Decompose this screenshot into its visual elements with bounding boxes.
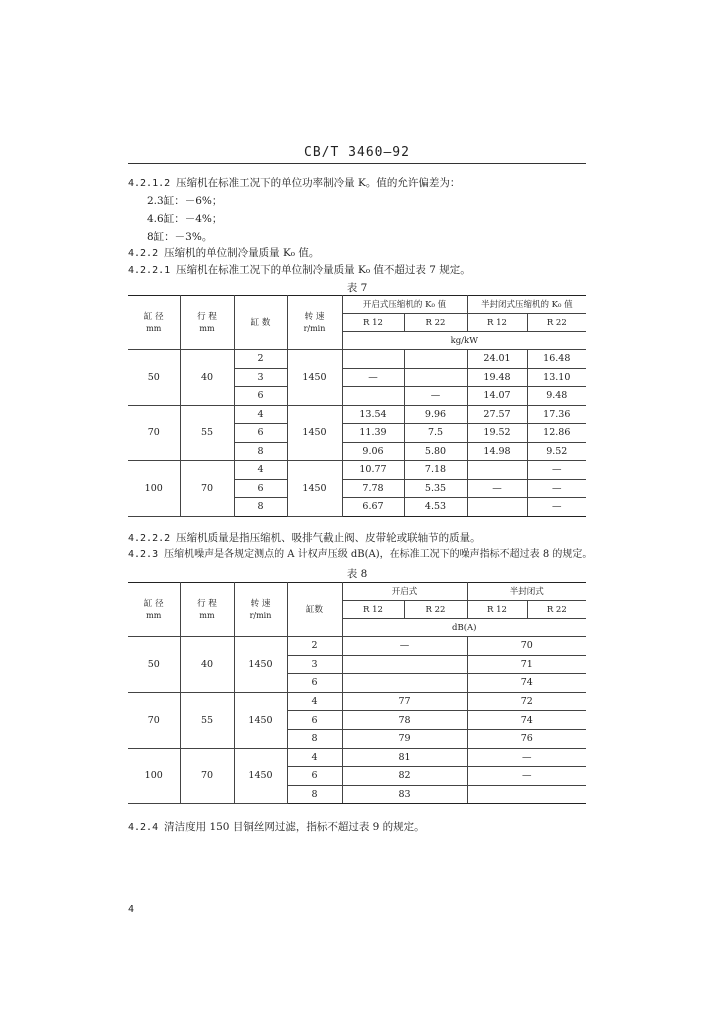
cell-open-noise: 82: [342, 767, 467, 786]
cell-open-r22: 9.96: [404, 405, 467, 424]
header-r12: R 12: [467, 314, 527, 332]
table-row: [128, 405, 586, 424]
clause-number: 4.2.2.2: [128, 533, 171, 544]
table-7: [128, 295, 586, 517]
table-7-caption: 表 7: [346, 282, 368, 294]
tolerance-line-4-6-cyl: 4.6缸：－4%；: [147, 213, 223, 225]
cell-cylinders: 6: [287, 767, 342, 786]
cell-semi-r12: —: [467, 479, 527, 498]
clause-text: 压缩机在标准工况下的单位制冷量质量 K₀ 值不超过表 7 规定。: [176, 264, 471, 276]
cell-cylinders: 2: [287, 637, 342, 656]
cell-bore: 70: [128, 405, 180, 461]
table-row: [128, 637, 586, 656]
header-unit: dB(A): [342, 619, 586, 637]
header-r22: R 22: [404, 314, 467, 332]
header-stroke: 行 程 mm: [180, 296, 234, 350]
cell-semi-r22: —: [527, 479, 586, 498]
cell-open-noise: 78: [342, 711, 467, 730]
cell-semi-r22: 16.48: [527, 350, 586, 369]
cell-cylinders: 8: [287, 729, 342, 748]
document-code-header: CB/T 3460—92: [304, 145, 410, 160]
cell-open-noise: 77: [342, 692, 467, 711]
cell-semi-noise: 74: [467, 711, 586, 730]
cell-open-r12: 11.39: [342, 424, 404, 443]
header-speed: 转 速 r/min: [287, 296, 342, 350]
cell-semi-noise: 71: [467, 655, 586, 674]
cell-stroke: 70: [180, 461, 234, 517]
header-r12: R 12: [342, 314, 404, 332]
clause-number: 4.2.2: [128, 248, 159, 259]
cell-semi-r12: [467, 498, 527, 517]
header-speed: 转 速 r/min: [234, 583, 287, 637]
cell-semi-r12: 19.52: [467, 424, 527, 443]
cell-semi-noise: 74: [467, 674, 586, 693]
header-semi-hermetic: 半封闭式压缩机的 K₀ 值: [467, 296, 586, 314]
cell-open-r22: [404, 350, 467, 369]
cell-open-noise: —: [342, 637, 467, 656]
clause-4-2-3: [128, 548, 592, 562]
clause-4-2-1-2: [128, 176, 460, 191]
cell-speed: 1450: [287, 350, 342, 406]
cell-semi-r22: —: [527, 461, 586, 480]
cell-semi-r22: —: [527, 498, 586, 517]
table-row: [128, 350, 586, 369]
cell-semi-r12: 14.98: [467, 442, 527, 461]
header-unit: kg/kW: [342, 332, 586, 350]
table-row: [128, 461, 586, 480]
table-row: [128, 748, 586, 767]
header-bore: 缸 径 mm: [128, 296, 180, 350]
cell-stroke: 40: [180, 637, 234, 693]
cell-semi-noise: 70: [467, 637, 586, 656]
cell-semi-r12: [467, 461, 527, 480]
cell-bore: 50: [128, 350, 180, 406]
cell-stroke: 40: [180, 350, 234, 406]
cell-open-r22: 4.53: [404, 498, 467, 517]
cell-open-r22: 5.35: [404, 479, 467, 498]
clause-text: 清洁度用 150 目铜丝网过滤，指标不超过表 9 的规定。: [164, 821, 425, 833]
header-r12: R 12: [467, 601, 527, 619]
cell-open-r22: 5.80: [404, 442, 467, 461]
cell-cylinders: 4: [234, 405, 287, 424]
cell-cylinders: 4: [287, 692, 342, 711]
table-row: [128, 692, 586, 711]
clause-number: 4.2.3: [128, 549, 159, 560]
cell-stroke: 55: [180, 692, 234, 748]
cell-open-noise: [342, 655, 467, 674]
cell-speed: 1450: [234, 748, 287, 804]
cell-cylinders: 3: [287, 655, 342, 674]
cell-semi-noise: 72: [467, 692, 586, 711]
clause-text: 压缩机噪声是各规定测点的 A 计权声压级 dB(A)，在标准工况下的噪声指标不超过表 8 的规定。: [164, 549, 593, 560]
cell-cylinders: 8: [234, 498, 287, 517]
cell-semi-r22: 13.10: [527, 368, 586, 387]
cell-open-r22: 7.18: [404, 461, 467, 480]
cell-speed: 1450: [234, 692, 287, 748]
cell-bore: 100: [128, 748, 180, 804]
header-stroke: 行 程 mm: [180, 583, 234, 637]
cell-open-r12: 7.78: [342, 479, 404, 498]
cell-speed: 1450: [287, 461, 342, 517]
cell-semi-r22: 9.52: [527, 442, 586, 461]
cell-cylinders: 8: [234, 442, 287, 461]
cell-semi-r12: 24.01: [467, 350, 527, 369]
cell-semi-noise: —: [467, 748, 586, 767]
clause-text: 压缩机的单位制冷量质量 K₀ 值。: [164, 247, 320, 259]
cell-open-noise: 79: [342, 729, 467, 748]
cell-open-noise: 81: [342, 748, 467, 767]
header-cylinders: 缸数: [287, 583, 342, 637]
header-semi-hermetic: 半封闭式: [467, 583, 586, 601]
cell-cylinders: 6: [287, 711, 342, 730]
header-bore: 缸 径 mm: [128, 583, 180, 637]
cell-stroke: 55: [180, 405, 234, 461]
cell-open-r12: 6.67: [342, 498, 404, 517]
cell-cylinders: 4: [234, 461, 287, 480]
cell-open-r22: 7.5: [404, 424, 467, 443]
cell-bore: 50: [128, 637, 180, 693]
cell-cylinders: 6: [234, 387, 287, 406]
cell-bore: 70: [128, 692, 180, 748]
clause-4-2-2-2: [128, 531, 481, 546]
cell-open-r22: —: [404, 387, 467, 406]
cell-cylinders: 4: [287, 748, 342, 767]
cell-open-noise: 83: [342, 785, 467, 804]
header-open-type: 开启式: [342, 583, 467, 601]
cell-open-r22: [404, 368, 467, 387]
clause-text: 压缩机在标准工况下的单位功率制冷量 K。值的允许偏差为：: [176, 177, 461, 189]
clause-number: 4.2.4: [128, 822, 159, 833]
cell-open-r12: [342, 350, 404, 369]
cell-semi-r22: 12.86: [527, 424, 586, 443]
table-8-caption: 表 8: [346, 568, 368, 580]
cell-open-r12: —: [342, 368, 404, 387]
tolerance-line-8-cyl: 8缸：－3%。: [147, 231, 213, 243]
header-rule: [128, 163, 586, 164]
cell-open-noise: [342, 674, 467, 693]
clause-number: 4.2.2.1: [128, 265, 171, 276]
cell-open-r12: 9.06: [342, 442, 404, 461]
clause-number: 4.2.1.2: [128, 178, 171, 189]
cell-stroke: 70: [180, 748, 234, 804]
cell-open-r12: [342, 387, 404, 406]
cell-semi-r12: 14.07: [467, 387, 527, 406]
header-cylinders: 缸 数: [234, 296, 287, 350]
cell-semi-noise: —: [467, 767, 586, 786]
cell-semi-r22: 17.36: [527, 405, 586, 424]
cell-semi-r12: 27.57: [467, 405, 527, 424]
clause-4-2-2-1: [128, 263, 471, 278]
cell-speed: 1450: [234, 637, 287, 693]
clause-text: 压缩机质量是指压缩机、吸排气截止阀、皮带轮或联轴节的质量。: [176, 532, 481, 544]
cell-cylinders: 6: [234, 479, 287, 498]
page-number: 4: [128, 904, 135, 915]
clause-4-2-2: [128, 246, 319, 261]
cell-speed: 1450: [287, 405, 342, 461]
header-r22: R 22: [527, 314, 586, 332]
cell-bore: 100: [128, 461, 180, 517]
cell-cylinders: 8: [287, 785, 342, 804]
cell-semi-noise: [467, 785, 586, 804]
clause-4-2-4: [128, 820, 425, 835]
cell-cylinders: 6: [287, 674, 342, 693]
cell-semi-r22: 9.48: [527, 387, 586, 406]
tolerance-line-2-3-cyl: 2.3缸：－6%；: [147, 195, 223, 207]
cell-cylinders: 6: [234, 424, 287, 443]
cell-semi-noise: 76: [467, 729, 586, 748]
cell-open-r12: 10.77: [342, 461, 404, 480]
table-8: [128, 582, 586, 804]
cell-open-r12: 13.54: [342, 405, 404, 424]
cell-semi-r12: 19.48: [467, 368, 527, 387]
header-r22: R 22: [404, 601, 467, 619]
header-r12: R 12: [342, 601, 404, 619]
cell-cylinders: 3: [234, 368, 287, 387]
header-open-type: 开启式压缩机的 K₀ 值: [342, 296, 467, 314]
header-r22: R 22: [527, 601, 586, 619]
cell-cylinders: 2: [234, 350, 287, 369]
